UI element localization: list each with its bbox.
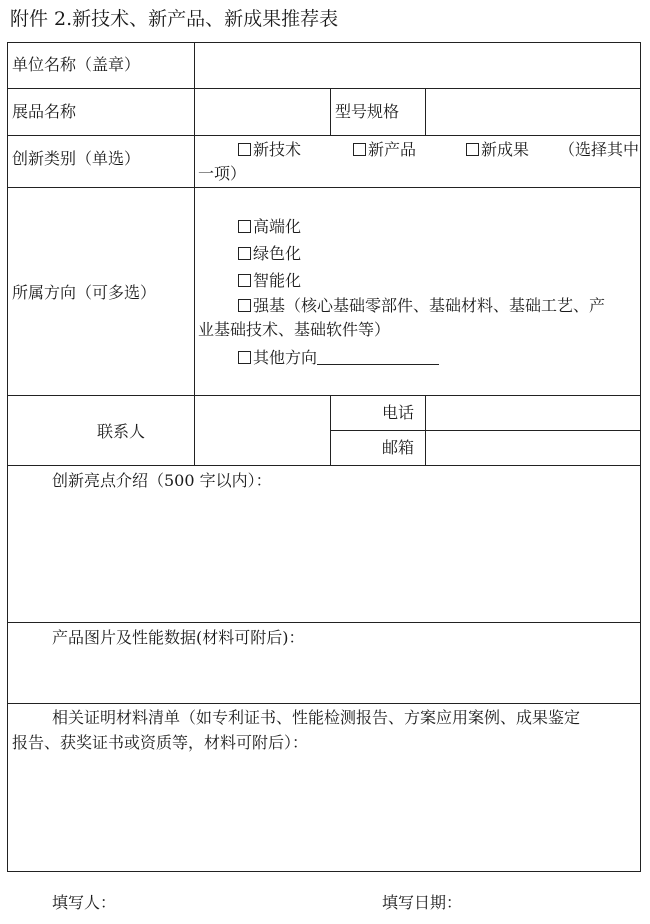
option-label: 新成果 bbox=[481, 140, 530, 159]
fill-date-label: 填写日期： bbox=[382, 893, 463, 912]
column-divider bbox=[425, 395, 426, 465]
option-label: 新产品 bbox=[368, 140, 417, 159]
option-label: 绿色化 bbox=[253, 244, 302, 263]
highlights-field[interactable] bbox=[9, 494, 639, 621]
checkbox-icon bbox=[353, 143, 366, 156]
option-label: 智能化 bbox=[253, 271, 302, 290]
direction-option-foundation-cont: 业基础技术、基础软件等） bbox=[198, 320, 391, 339]
row-divider bbox=[7, 187, 641, 188]
direction-label: 所属方向（可多选） bbox=[12, 283, 157, 302]
phone-field[interactable] bbox=[427, 397, 639, 429]
exhibit-name-label: 展品名称 bbox=[12, 102, 77, 121]
exhibit-name-field[interactable] bbox=[196, 90, 329, 134]
column-divider bbox=[194, 42, 195, 465]
phone-label: 电话 bbox=[382, 403, 415, 422]
direction-option-green[interactable] bbox=[238, 243, 301, 265]
column-divider bbox=[330, 88, 331, 135]
table-border-bottom bbox=[7, 871, 641, 872]
certificates-label-cont: 报告、获奖证书或资质等，材料可附后）： bbox=[12, 733, 309, 752]
model-spec-field[interactable] bbox=[427, 90, 639, 134]
column-divider bbox=[425, 88, 426, 135]
row-divider bbox=[7, 465, 641, 466]
option-label: 高端化 bbox=[253, 217, 302, 236]
checkbox-icon bbox=[238, 274, 251, 287]
row-divider bbox=[7, 88, 641, 89]
row-divider bbox=[7, 703, 641, 704]
recommendation-form bbox=[7, 42, 641, 872]
direction-option-high-end[interactable] bbox=[238, 216, 301, 238]
other-direction-blank[interactable] bbox=[317, 349, 439, 365]
email-field[interactable] bbox=[427, 432, 639, 464]
row-divider bbox=[7, 395, 641, 396]
checkbox-icon bbox=[238, 247, 251, 260]
certificates-field[interactable] bbox=[9, 758, 639, 870]
table-border-left bbox=[7, 42, 8, 872]
direction-option-other[interactable] bbox=[238, 347, 439, 369]
checkbox-icon bbox=[238, 299, 251, 312]
unit-name-field[interactable] bbox=[196, 44, 639, 87]
filler-label: 填写人： bbox=[52, 893, 117, 912]
option-label: 强基（核心基础零部件、基础材料、基础工艺、产 bbox=[253, 296, 606, 315]
checkbox-icon bbox=[238, 220, 251, 233]
category-option-new-result[interactable] bbox=[466, 139, 529, 161]
contact-label: 联系人 bbox=[97, 422, 146, 441]
category-option-new-product[interactable] bbox=[353, 139, 416, 161]
unit-name-label: 单位名称（盖章） bbox=[12, 55, 141, 74]
checkbox-icon bbox=[238, 143, 251, 156]
checkbox-icon bbox=[466, 143, 479, 156]
column-divider bbox=[330, 395, 331, 465]
contact-field[interactable] bbox=[196, 397, 329, 464]
product-images-field[interactable] bbox=[9, 651, 639, 702]
model-spec-label: 型号规格 bbox=[335, 102, 400, 121]
category-option-new-tech[interactable] bbox=[238, 139, 301, 161]
table-border-top bbox=[7, 42, 641, 43]
table-border-right bbox=[640, 42, 641, 872]
option-label: 新技术 bbox=[253, 140, 302, 159]
product-images-label: 产品图片及性能数据(材料可附后)： bbox=[52, 628, 305, 647]
row-divider bbox=[7, 622, 641, 623]
document-title: 附件 2.新技术、新产品、新成果推荐表 bbox=[10, 8, 339, 30]
category-note-cont: 一项） bbox=[198, 164, 247, 183]
category-note: （选择其中 bbox=[559, 140, 640, 159]
option-label: 其他方向 bbox=[253, 348, 318, 367]
direction-option-foundation[interactable] bbox=[238, 295, 605, 317]
row-divider bbox=[7, 135, 641, 136]
row-divider bbox=[330, 430, 641, 431]
checkbox-icon bbox=[238, 351, 251, 364]
highlights-label: 创新亮点介绍（500 字以内）： bbox=[52, 471, 272, 490]
certificates-label: 相关证明材料清单（如专利证书、性能检测报告、方案应用案例、成果鉴定 bbox=[52, 708, 581, 727]
email-label: 邮箱 bbox=[382, 438, 415, 457]
innovation-category-label: 创新类别（单选） bbox=[12, 149, 141, 168]
direction-option-smart[interactable] bbox=[238, 270, 301, 292]
